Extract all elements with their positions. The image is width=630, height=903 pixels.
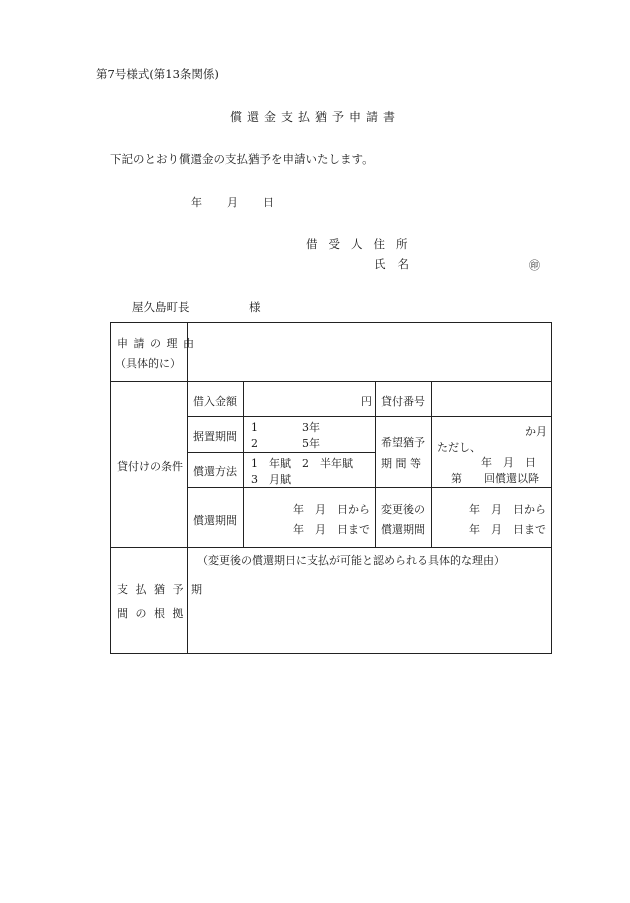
- deferral-option-1: 1 3年: [251, 421, 320, 434]
- col-divider: [243, 381, 244, 547]
- desired-from-installment: 第 回償還以降: [451, 472, 539, 485]
- repay-period-from: 年 月 日から: [293, 503, 370, 516]
- basis-input-area[interactable]: [193, 569, 547, 647]
- conditions-label: 貸付けの条件: [117, 460, 183, 473]
- repay-method-label: 償還方法: [193, 465, 237, 478]
- row-divider: [188, 452, 376, 453]
- loan-amount-unit: 円: [361, 395, 372, 408]
- desired-date: 年 月 日: [481, 456, 536, 469]
- desired-months: か月: [525, 425, 547, 438]
- repay-period-to: 年 月 日まで: [293, 523, 370, 536]
- deferral-period-label: 据置期間: [193, 430, 237, 443]
- deferral-option-2: 2 5年: [251, 437, 320, 450]
- applicant-name-label: 氏名: [374, 257, 421, 271]
- col-divider: [431, 381, 432, 547]
- desired-period-label-1: 希望猶予: [381, 436, 425, 449]
- addressee-honorific: 様: [249, 300, 261, 314]
- form-number: 第7号様式(第13条関係): [96, 67, 219, 81]
- col-divider: [187, 323, 188, 653]
- request-statement: 下記のとおり償還金の支払猶予を申請いたします。: [110, 152, 374, 166]
- applicant-address-label: 借受人住所: [306, 237, 419, 251]
- row-divider: [111, 547, 551, 548]
- date-month: 月: [227, 196, 238, 209]
- basis-label-2: 間 の 根 拠: [117, 607, 186, 620]
- date-day: 日: [263, 196, 274, 209]
- loan-number-label: 貸付番号: [381, 395, 425, 408]
- reason-sublabel: （具体的に）: [115, 357, 181, 370]
- changed-period-from: 年 月 日から: [469, 503, 546, 516]
- repay-method-options-1: 1 年賦 2 半年賦: [251, 457, 353, 470]
- date-year: 年: [191, 196, 202, 209]
- desired-period-label-2: 期 間 等: [381, 457, 421, 470]
- desired-proviso: ただし、: [437, 441, 481, 454]
- changed-period-to: 年 月 日まで: [469, 523, 546, 536]
- col-divider: [375, 381, 376, 547]
- reason-label: 申 請 の 理 由: [117, 337, 195, 350]
- document-title: 償還金支払猶予申請書: [229, 110, 400, 124]
- repay-period-label: 償還期間: [193, 514, 237, 527]
- repay-method-options-2: 3 月賦: [251, 473, 291, 486]
- changed-period-label-1: 変更後の: [381, 503, 425, 516]
- changed-period-label-2: 償還期間: [381, 523, 425, 536]
- loan-amount-label: 借入金額: [193, 395, 237, 408]
- seal-mark: ㊞: [529, 259, 540, 272]
- row-divider: [111, 381, 551, 382]
- reason-input-area[interactable]: [193, 335, 547, 375]
- basis-note: （変更後の償還期日に支払が可能と認められる具体的な理由）: [197, 554, 505, 567]
- basis-label-1: 支 払 猶 予 期: [117, 583, 204, 596]
- application-form-table: [110, 322, 552, 654]
- addressee-name: 屋久島町長: [132, 300, 190, 314]
